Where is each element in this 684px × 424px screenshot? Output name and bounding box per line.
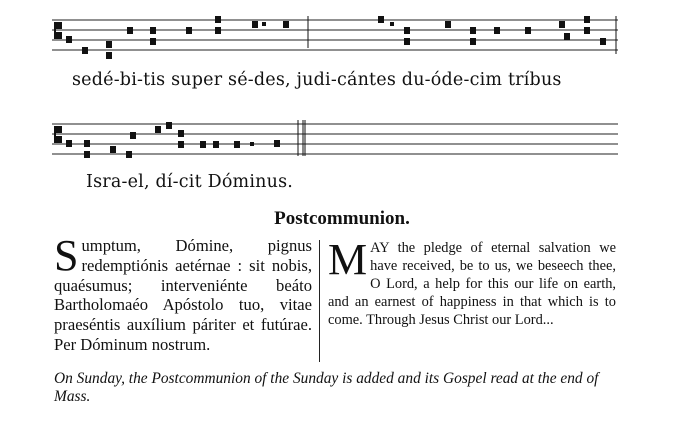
chant-lyrics-line-2: Isra-el, dí-cit Dóminus. <box>86 172 294 192</box>
section-title: Postcommunion. <box>274 208 410 229</box>
column-divider <box>319 240 320 362</box>
latin-column <box>54 231 312 355</box>
chant-lyrics-line-1: sedé-bi-tis super sé-des, judi-cántes du-óde-cim tríbus <box>72 70 562 90</box>
english-text: AY the pledge of eternal salvation we have received, be to us, we beseech thee, O Lord, a help for this our life on earth, and an earnest of happiness in that which is to come. Through Jesus Christ our Lord... <box>328 240 616 328</box>
chant-staff-2 <box>50 118 620 164</box>
neumes-line-2 <box>66 122 280 158</box>
chant-staff-1 <box>50 14 620 64</box>
neumes-line-1 <box>66 16 606 59</box>
latin-text: umptum, Dómine, pignus redemptiónis aetérnae : sit nobis, quaésumus; interveniénte beáto Bartholomaéo Apóstolo tuo, vitae praeséntis auxílium páriter et futúrae. Per Dóminum nostrum. <box>54 236 312 354</box>
rubric-note: On Sunday, the Postcommunion of the Sunday is added and its Gospel read at the end of Mass. <box>54 370 599 405</box>
latin-dropcap: S <box>54 231 79 280</box>
english-column <box>328 235 616 330</box>
english-dropcap: M <box>328 235 368 284</box>
